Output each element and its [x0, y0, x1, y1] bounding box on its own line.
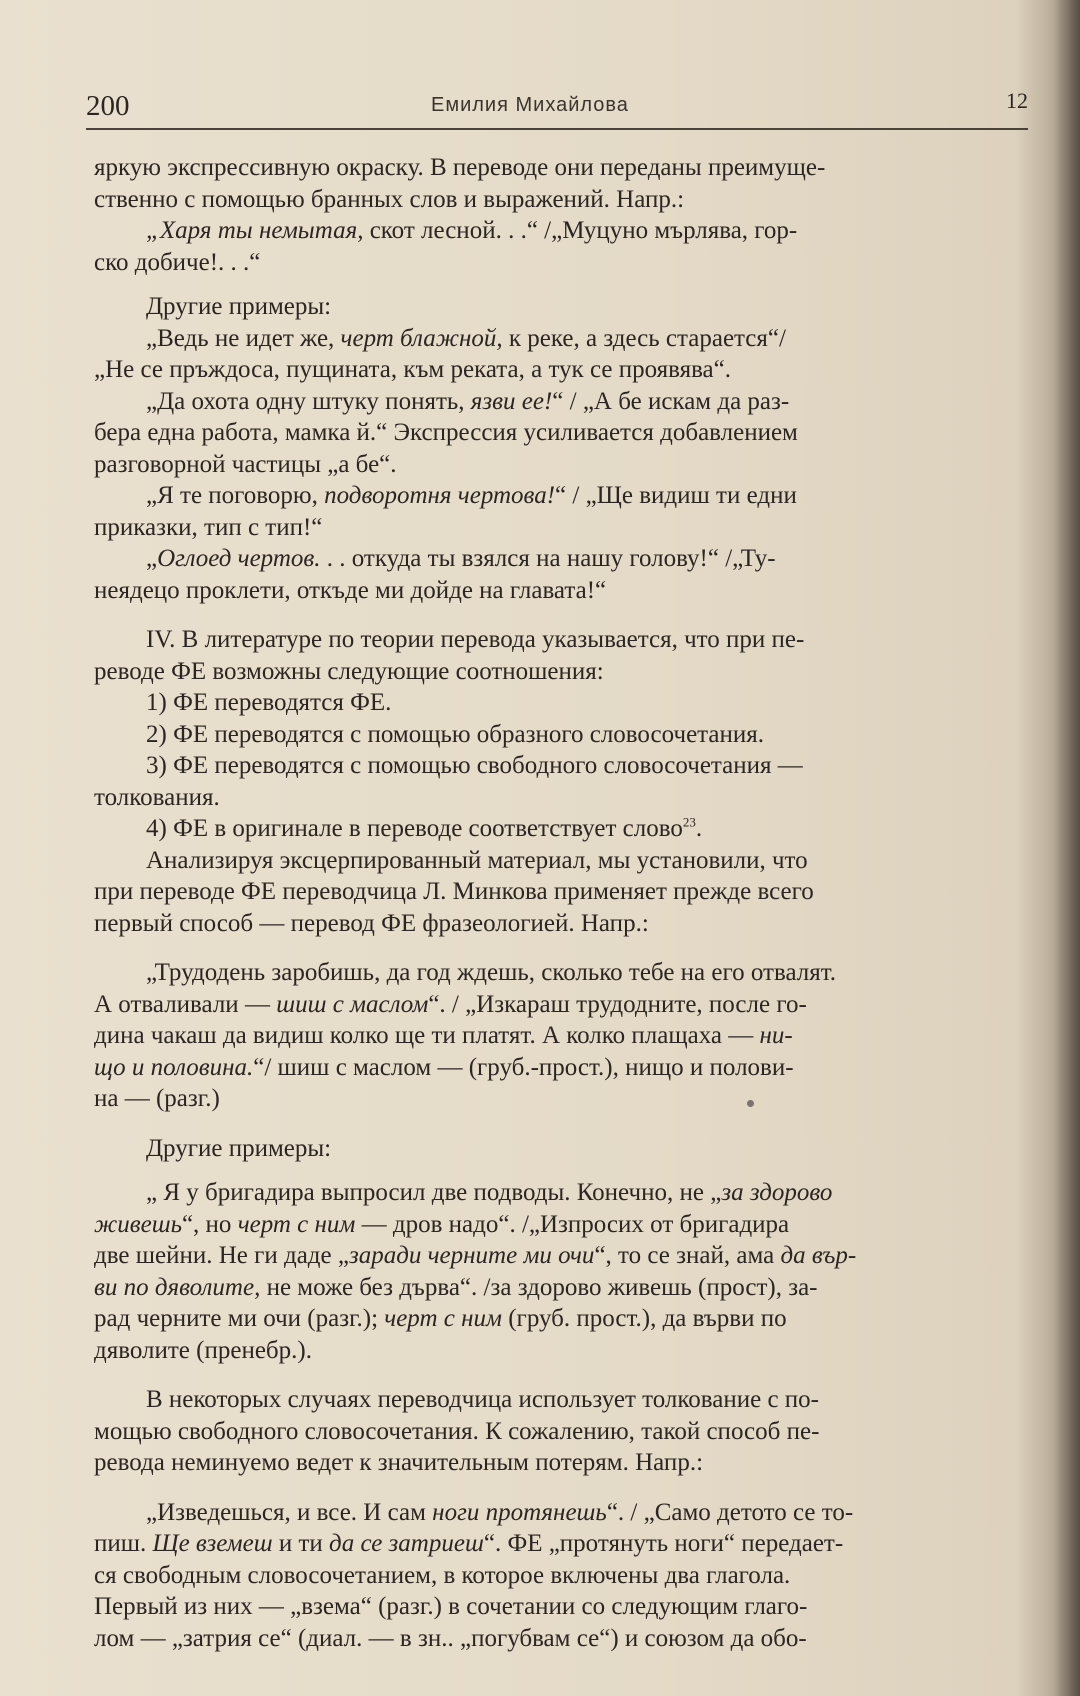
text-run: пиш.: [94, 1530, 153, 1557]
ink-speck: [747, 1100, 754, 1107]
text-run: “ / „А бе искам да раз-: [552, 387, 790, 415]
text-line: [94, 215, 1030, 247]
text-run: ственно с помощью бранных слов и выражений. Напр.:: [94, 185, 685, 213]
paragraph-gap: [94, 1366, 1030, 1384]
text-line: [94, 1384, 1030, 1416]
text-run: Первый из них — „взема“ (разг.) в сочетании со следующим глаго-: [94, 1593, 808, 1620]
text-line: [94, 1209, 1030, 1241]
page-number: 200: [86, 90, 130, 122]
paragraph-gap: [94, 606, 1030, 624]
text-line: [94, 1528, 1030, 1560]
text-run: две шейни. Не ги даде „: [94, 1242, 349, 1269]
text-run: скот лесной. . .“ /„Муцуно мърлява, гор-: [363, 217, 798, 244]
paragraph-gap: [94, 939, 1030, 957]
text-line: [94, 1416, 1030, 1448]
text-run: IV. В литературе по теории перевода указывается, что при пе-: [146, 626, 805, 653]
text-run: “. / „Изкараш трудодните, после го-: [428, 990, 807, 1018]
text-run: Другие примеры:: [146, 1134, 332, 1162]
text-run: А отваливали —: [94, 990, 277, 1018]
text-run: „Изведешься, и все. И сам: [146, 1498, 433, 1526]
text-run: мощью свободного словосочетания. К сожалению, такой способ пе-: [94, 1417, 820, 1445]
text-line: [94, 291, 1030, 323]
text-line: [94, 908, 1030, 940]
text-run: „Не се пръждоса, пущината, към реката, а тук се проявява“.: [94, 356, 731, 383]
text-run: на — (разг.): [94, 1085, 220, 1112]
corner-mark: 12: [1006, 88, 1028, 113]
example-phrase: за здорово: [721, 1179, 833, 1206]
text-run: .: [695, 815, 703, 842]
text-run: 1) ФЕ переводятся ФЕ.: [146, 689, 392, 716]
text-line: [94, 323, 1030, 355]
text-line: [94, 989, 1030, 1021]
text-run: (груб. прост.), да върви по: [501, 1305, 787, 1332]
text-line: [94, 1303, 1030, 1335]
text-line: [94, 1177, 1030, 1209]
text-run: разговорной частицы „а бе“.: [94, 450, 397, 478]
example-phrase: Оглоед чертов.: [157, 545, 321, 572]
text-run: 2) ФЕ переводятся с помощью образного словосочетания.: [146, 720, 765, 748]
text-line: [94, 1083, 1030, 1115]
text-run: “, то се знай, ама: [594, 1242, 781, 1269]
text-run: — дров надо“. /„Изпросих от бригадира: [355, 1210, 790, 1238]
text-line: [94, 687, 1030, 719]
text-line: [94, 845, 1030, 877]
text-line: [94, 782, 1030, 814]
text-line: [94, 957, 1030, 989]
example-phrase: язви ее!: [470, 387, 553, 415]
text-line: [94, 417, 1030, 449]
example-phrase: заради черните ми очи: [348, 1242, 595, 1269]
text-line: [94, 1020, 1030, 1052]
text-line: [94, 1133, 1030, 1165]
page-header: [86, 88, 1028, 130]
text-run: „: [146, 545, 158, 572]
text-run: лом — „затрия се“ (диал. — в зн.. „погубвам се“) и союзом да обо-: [94, 1624, 807, 1652]
paragraph-gap: [94, 1115, 1030, 1133]
paragraph-gap: [94, 1164, 1030, 1177]
text-line: [94, 449, 1030, 481]
text-run: 4) ФЕ в оригинале в переводе соответствует слово: [146, 815, 683, 842]
text-line: [94, 1497, 1030, 1529]
text-run: реводе ФЕ возможны следующие соотношения:: [94, 657, 604, 685]
text-line: [94, 1447, 1030, 1479]
text-line: [94, 656, 1030, 688]
footnote-ref: 23: [682, 814, 696, 830]
example-phrase: що и половина.: [94, 1053, 254, 1081]
text-line: [94, 480, 1030, 512]
text-run: “, но: [181, 1210, 238, 1238]
text-line: [94, 1052, 1030, 1084]
text-run: первый способ — перевод ФЕ фразеологией. Напр.:: [94, 909, 649, 937]
text-run: „Я те поговорю,: [146, 482, 325, 509]
example-phrase: да вър-: [780, 1242, 857, 1269]
text-run: бера една работа, мамка й.“ Экспрессия усиливается добавлением: [94, 419, 798, 446]
text-line: [94, 1591, 1030, 1623]
example-phrase: черт с ним: [384, 1305, 502, 1332]
text-run: приказки, тип с тип!“: [94, 513, 323, 541]
text-line: [94, 247, 1030, 279]
text-run: „Ведь не идет же,: [146, 324, 341, 352]
example-phrase: живешь: [94, 1210, 182, 1238]
text-line: [94, 386, 1030, 418]
example-phrase: подворотня чертова!: [324, 482, 556, 509]
example-phrase: ни-: [759, 1022, 793, 1049]
text-line: [94, 512, 1030, 544]
text-run: Анализируя эксцерпированный материал, мы установили, что: [146, 846, 808, 874]
text-line: [94, 184, 1030, 216]
text-run: В некоторых случаях переводчица использует толкование с по-: [146, 1386, 819, 1413]
text-run: “. / „Само детото се то-: [606, 1498, 854, 1526]
text-line: [94, 1272, 1030, 1304]
text-line: [94, 543, 1030, 575]
text-line: [94, 1240, 1030, 1272]
text-line: [94, 1335, 1030, 1367]
text-line: [94, 624, 1030, 656]
page-edge-shadow: [1054, 0, 1080, 1696]
text-run: и ти: [272, 1530, 330, 1557]
example-phrase: да се затриеш: [329, 1530, 484, 1557]
text-run: ревода неминуемо ведет к значительным потерям. Напр.:: [94, 1449, 704, 1476]
text-run: яркую экспрессивную окраску. В переводе они переданы преимуще-: [94, 154, 826, 181]
example-phrase: Харя ты немытая,: [159, 217, 364, 244]
text-line: [94, 750, 1030, 782]
text-run: ся свободным словосочетанием, в которое включены два глагола.: [94, 1561, 791, 1589]
text-line: [94, 354, 1030, 386]
example-phrase: черт блажной,: [340, 324, 503, 352]
text-line: [94, 876, 1030, 908]
example-phrase: ви по дяволите,: [94, 1273, 261, 1301]
body-text: [94, 152, 1030, 1654]
text-line: [94, 575, 1030, 607]
text-run: Другие примеры:: [146, 293, 332, 320]
text-run: дина чакаш да видиш колко ще ти платят. А колко плащаха —: [94, 1022, 760, 1049]
text-run: рад черните ми очи (разг.);: [94, 1305, 385, 1332]
text-run: “ / „Ще видиш ти едни: [555, 482, 797, 509]
text-run: толкования.: [94, 783, 220, 811]
text-line: [94, 813, 1030, 845]
text-line: [94, 719, 1030, 751]
running-head-author: Емилия Михайлова: [431, 94, 629, 116]
example-phrase: Ще вземеш: [152, 1530, 273, 1557]
example-phrase: ноги протянешь: [432, 1498, 607, 1526]
example-phrase: шиш с маслом: [276, 990, 429, 1018]
example-phrase: черт с ним: [237, 1210, 356, 1238]
text-run: при переводе ФЕ переводчица Л. Минкова применяет прежде всего: [94, 878, 814, 905]
text-line: [94, 1623, 1030, 1655]
text-run: не може без дърва“. /за здорово живешь (прост), за-: [260, 1273, 818, 1301]
example-phrase: „: [146, 217, 160, 244]
text-run: ско добиче!. . .“: [94, 248, 261, 276]
text-run: „Да охота одну штуку понять,: [146, 387, 471, 415]
text-line: [94, 152, 1030, 184]
text-run: „Трудодень заробишь, да год ждешь, сколько тебе на его отвалят.: [146, 959, 837, 986]
paragraph-gap: [94, 1479, 1030, 1497]
paragraph-gap: [94, 278, 1030, 291]
text-run: дяволите (пренебр.).: [94, 1336, 312, 1364]
text-run: “/ шиш с маслом — (груб.-прост.), нищо и полови-: [253, 1053, 794, 1081]
text-run: 3) ФЕ переводятся с помощью свободного словосочетания —: [146, 752, 803, 779]
text-line: [94, 1560, 1030, 1592]
text-run: к реке, а здесь старается“/: [502, 324, 786, 352]
text-run: . . откуда ты взялся на нашу голову!“ /„Ту-: [320, 545, 776, 572]
text-run: “. ФЕ „протянуть ноги“ передает-: [483, 1530, 844, 1557]
text-run: неядецо проклети, откъде ми дойде на главата!“: [94, 576, 607, 604]
text-run: „ Я у бригадира выпросил две подводы. Конечно, не „: [146, 1179, 722, 1206]
